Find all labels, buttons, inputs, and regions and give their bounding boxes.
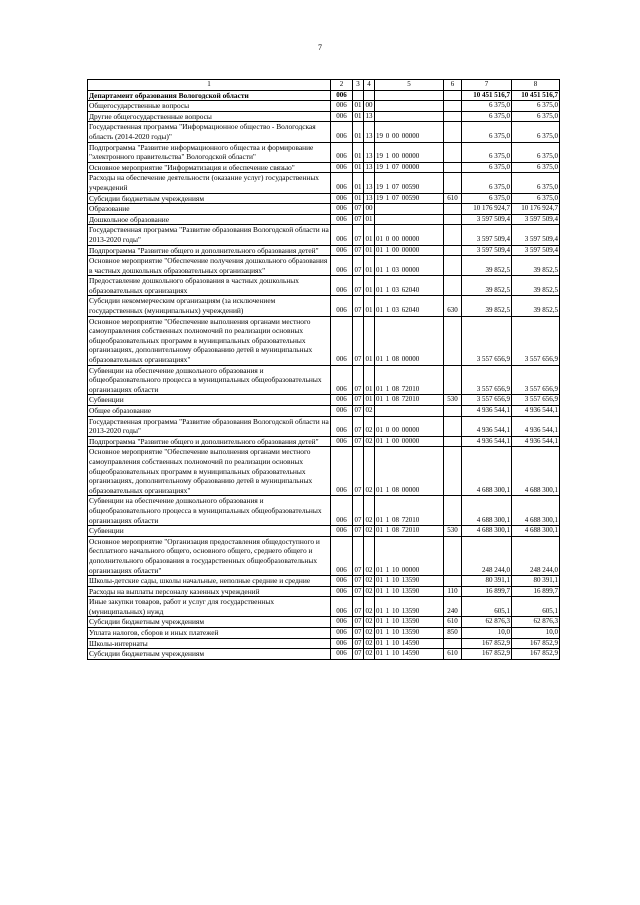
row-sum-1: 10,0 (462, 628, 512, 639)
row-ved-code: 006 (331, 193, 353, 204)
table-row (88, 416, 560, 436)
row-target-code: 19 1 07 00590 (375, 193, 444, 204)
row-name: Дошкольное образование (88, 214, 331, 225)
row-sum-1: 16 899,7 (462, 586, 512, 597)
table-row (88, 597, 560, 617)
row-name: Основное мероприятие "Организация предоставления общедоступного и бесплатного начального общего, основного общего, среднего общего и дополнительного образования в государственных общеобразовательных организациях области" (88, 536, 331, 575)
column-header-row (88, 80, 560, 91)
row-subsection-code: 02 (364, 649, 375, 660)
table-row (88, 173, 560, 193)
row-section-code: 07 (353, 365, 364, 395)
table-row (88, 576, 560, 587)
row-target-code: 19 0 00 00000 (375, 122, 444, 142)
row-expense-type (444, 173, 462, 193)
row-name: Общее образование (88, 406, 331, 417)
table-row (88, 101, 560, 112)
row-section-code: 01 (353, 111, 364, 122)
row-expense-type (444, 365, 462, 395)
row-sum-1: 10 176 924,7 (462, 204, 512, 215)
row-expense-type (444, 142, 462, 162)
row-ved-code: 006 (331, 90, 353, 101)
row-section-code (353, 90, 364, 101)
row-target-code: 01 1 08 00000 (375, 447, 444, 496)
row-subsection-code (364, 90, 375, 101)
row-name: Субвенции (88, 395, 331, 406)
row-sum-1: 6 375,0 (462, 162, 512, 173)
row-subsection-code: 00 (364, 101, 375, 112)
row-sum-1: 3 597 509,4 (462, 245, 512, 256)
row-subsection-code: 02 (364, 447, 375, 496)
row-sum-2: 62 876,3 (512, 617, 560, 628)
row-subsection-code: 13 (364, 111, 375, 122)
row-section-code: 07 (353, 597, 364, 617)
row-sum-1: 3 597 509,4 (462, 214, 512, 225)
column-header-csr: 5 (375, 80, 444, 91)
column-header-sum-2: 8 (512, 80, 560, 91)
row-name: Подпрограмма "Развитие информационного общества и формирование "электронного правительства" Вологодской области" (88, 142, 331, 162)
row-section-code: 01 (353, 101, 364, 112)
row-name: Государственная программа "Развитие образования Вологодской области на 2013-2020 годы" (89, 416, 329, 436)
row-ved-code: 006 (331, 296, 353, 316)
row-name: Общегосударственные вопросы (88, 101, 331, 112)
row-section-code: 07 (353, 296, 364, 316)
column-header-vr: 6 (444, 80, 462, 91)
row-sum-1: 4 688 300,1 (462, 496, 512, 526)
row-ved-code: 006 (331, 536, 353, 575)
row-expense-type: 530 (444, 526, 462, 537)
row-section-code: 01 (353, 122, 364, 142)
row-ved-code: 006 (331, 214, 353, 225)
row-sum-2: 4 688 300,1 (512, 526, 560, 537)
row-name: Предоставление дошкольного образования в частных дошкольных образовательных организациях (88, 276, 331, 296)
row-section-code: 07 (353, 406, 364, 417)
row-name: Субсидии некоммерческим организациям (за исключением государственных (муниципальных) учреждений) (88, 296, 331, 316)
row-sum-1: 6 375,0 (462, 122, 512, 142)
row-name: Основное мероприятие "Информатизация и обеспечение связью" (88, 162, 331, 173)
row-expense-type (444, 101, 462, 112)
row-ved-code: 006 (331, 628, 353, 639)
row-target-code: 19 1 07 00590 (375, 173, 444, 193)
row-sum-1: 39 852,5 (462, 296, 512, 316)
row-sum-2: 10 176 924,7 (512, 204, 560, 215)
row-sum-1: 80 391,1 (462, 576, 512, 587)
row-sum-1: 62 876,3 (462, 617, 512, 628)
row-section-code: 07 (353, 214, 364, 225)
row-name: Образование (88, 204, 331, 215)
row-ved-code: 006 (331, 162, 353, 173)
row-sum-1: 6 375,0 (462, 101, 512, 112)
row-subsection-code: 02 (364, 406, 375, 417)
row-sum-2: 167 852,9 (512, 649, 560, 660)
row-sum-1: 248 244,0 (462, 536, 512, 575)
table-row (88, 296, 560, 316)
row-name: Субвенции на обеспечение дошкольного образования и общеобразовательного процесса в муниципальных общеобразовательных организациях области (88, 365, 331, 395)
row-name: Уплата налогов, сборов и иных платежей (88, 628, 331, 639)
row-expense-type (444, 256, 462, 276)
row-section-code: 01 (353, 162, 364, 173)
row-expense-type (444, 214, 462, 225)
row-expense-type: 110 (444, 586, 462, 597)
row-sum-2: 3 557 656,9 (512, 395, 560, 406)
row-subsection-code: 02 (364, 576, 375, 587)
row-section-code: 07 (353, 204, 364, 215)
row-ved-code: 006 (331, 225, 353, 245)
row-sum-1: 4 688 300,1 (462, 526, 512, 537)
row-ved-code: 006 (331, 576, 353, 587)
row-ved-code: 006 (331, 526, 353, 537)
row-expense-type: 610 (444, 617, 462, 628)
row-target-code: 01 1 03 62040 (375, 276, 444, 296)
row-target-code (375, 214, 444, 225)
row-ved-code: 006 (331, 142, 353, 162)
row-target-code (375, 204, 444, 215)
row-expense-type (444, 90, 462, 101)
row-sum-1: 10 451 516,7 (462, 90, 512, 101)
row-name: Субвенции на обеспечение дошкольного образования и общеобразовательного процесса в муниципальных общеобразовательных организациях области (88, 496, 331, 526)
row-expense-type (444, 436, 462, 447)
row-subsection-code: 02 (364, 536, 375, 575)
row-sum-2: 4 688 300,1 (512, 496, 560, 526)
row-expense-type: 610 (444, 649, 462, 660)
row-subsection-code: 13 (364, 173, 375, 193)
row-sum-1: 3 557 656,9 (462, 395, 512, 406)
row-subsection-code: 13 (364, 162, 375, 173)
row-expense-type: 530 (444, 395, 462, 406)
row-target-code: 01 1 00 00000 (375, 245, 444, 256)
row-sum-2: 248 244,0 (512, 536, 560, 575)
row-sum-2: 167 852,9 (512, 638, 560, 649)
row-ved-code: 006 (331, 316, 353, 365)
row-subsection-code: 01 (364, 214, 375, 225)
table-row (88, 395, 560, 406)
column-header-rz: 3 (353, 80, 364, 91)
table-row (88, 447, 560, 496)
row-expense-type: 630 (444, 296, 462, 316)
row-section-code: 07 (353, 225, 364, 245)
row-subsection-code: 13 (364, 142, 375, 162)
row-section-code: 07 (353, 586, 364, 597)
table-row (88, 638, 560, 649)
row-subsection-code: 13 (364, 193, 375, 204)
row-subsection-code: 02 (364, 617, 375, 628)
row-name: Департамент образования Вологодской области (88, 90, 331, 101)
table-row (88, 256, 560, 276)
row-section-code: 07 (353, 638, 364, 649)
row-subsection-code: 02 (364, 597, 375, 617)
row-target-code: 01 1 00 00000 (375, 436, 444, 447)
row-section-code: 07 (353, 526, 364, 537)
row-name: Подпрограмма "Развитие общего и дополнительного образования детей" (88, 245, 331, 256)
row-expense-type: 850 (444, 628, 462, 639)
row-expense-type (444, 111, 462, 122)
row-subsection-code: 01 (364, 256, 375, 276)
row-expense-type (444, 447, 462, 496)
row-sum-2: 80 391,1 (512, 576, 560, 587)
row-expense-type (444, 122, 462, 142)
row-name: Субсидии бюджетным учреждениям (88, 617, 331, 628)
row-ved-code: 006 (331, 406, 353, 417)
row-subsection-code: 01 (364, 245, 375, 256)
row-section-code: 07 (353, 256, 364, 276)
column-header-pr: 4 (364, 80, 375, 91)
row-target-code: 01 1 10 13590 (375, 628, 444, 639)
row-sum-1: 4 936 544,1 (462, 436, 512, 447)
table-row (88, 225, 560, 245)
row-name: Основное мероприятие "Обеспечение получения дошкольного образования в частных дошкольных образовательных организациях" (88, 256, 331, 276)
row-section-code: 07 (353, 576, 364, 587)
row-ved-code: 006 (331, 122, 353, 142)
row-section-code: 07 (353, 416, 364, 436)
row-sum-2: 6 375,0 (512, 101, 560, 112)
row-target-code: 01 1 10 13590 (375, 586, 444, 597)
row-ved-code: 006 (331, 245, 353, 256)
row-sum-2: 3 557 656,9 (512, 316, 560, 365)
table-row (88, 193, 560, 204)
row-sum-2: 3 597 509,4 (512, 214, 560, 225)
row-target-code: 01 1 08 72010 (375, 365, 444, 395)
row-sum-1: 605,1 (462, 597, 512, 617)
row-target-code: 01 1 10 13590 (375, 576, 444, 587)
row-target-code: 01 0 00 00000 (375, 416, 444, 436)
row-section-code: 07 (353, 316, 364, 365)
table-row (88, 142, 560, 162)
row-section-code: 07 (353, 496, 364, 526)
table-row (88, 436, 560, 447)
table-row (88, 111, 560, 122)
row-target-code: 01 1 10 14590 (375, 649, 444, 660)
column-header-sum-1: 7 (462, 80, 512, 91)
row-section-code: 07 (353, 617, 364, 628)
row-sum-1: 6 375,0 (462, 142, 512, 162)
row-sum-1: 39 852,5 (462, 256, 512, 276)
row-sum-2: 10,0 (512, 628, 560, 639)
page-number: 7 (318, 43, 322, 52)
row-sum-2: 4 936 544,1 (512, 436, 560, 447)
row-expense-type (444, 536, 462, 575)
row-sum-2: 3 597 509,4 (512, 245, 560, 256)
row-target-code: 01 1 08 00000 (375, 316, 444, 365)
row-name: Субсидии бюджетным учреждениям (88, 193, 331, 204)
row-sum-1: 6 375,0 (462, 173, 512, 193)
budget-table (87, 79, 560, 660)
row-target-code: 01 1 10 00000 (375, 536, 444, 575)
table-row (88, 406, 560, 417)
row-subsection-code: 02 (364, 628, 375, 639)
row-sum-1: 6 375,0 (462, 111, 512, 122)
row-name: Иные закупки товаров, работ и услуг для государственных (муниципальных) нужд (88, 597, 331, 617)
row-sum-2: 6 375,0 (512, 111, 560, 122)
row-sum-1: 3 557 656,9 (462, 365, 512, 395)
row-ved-code: 006 (331, 416, 353, 436)
table-row (88, 526, 560, 537)
row-expense-type (444, 638, 462, 649)
row-subsection-code: 01 (364, 316, 375, 365)
row-expense-type (444, 204, 462, 215)
row-subsection-code: 01 (364, 395, 375, 406)
row-expense-type (444, 576, 462, 587)
row-expense-type (444, 496, 462, 526)
table-row (88, 617, 560, 628)
row-target-code: 01 0 00 00000 (375, 225, 444, 245)
row-subsection-code: 02 (364, 436, 375, 447)
row-sum-2: 6 375,0 (512, 142, 560, 162)
row-name: Школы-детские сады, школы начальные, неполные средние и средние (88, 576, 331, 587)
row-subsection-code: 00 (364, 204, 375, 215)
row-ved-code: 006 (331, 597, 353, 617)
row-target-code: 01 1 08 72010 (375, 526, 444, 537)
row-sum-1: 4 936 544,1 (462, 406, 512, 417)
row-sum-1: 167 852,9 (462, 649, 512, 660)
row-section-code: 07 (353, 245, 364, 256)
row-target-code: 01 1 10 13590 (375, 617, 444, 628)
row-target-code: 01 1 08 72010 (375, 496, 444, 526)
row-sum-1: 3 557 656,9 (462, 316, 512, 365)
row-target-code: 01 1 03 00000 (375, 256, 444, 276)
row-subsection-code: 01 (364, 296, 375, 316)
table-row (88, 536, 560, 575)
table-row (88, 649, 560, 660)
table-row (88, 365, 560, 395)
row-ved-code: 006 (331, 111, 353, 122)
column-header-ved: 2 (331, 80, 353, 91)
row-target-code (375, 111, 444, 122)
row-sum-2: 39 852,5 (512, 296, 560, 316)
row-subsection-code: 02 (364, 416, 375, 436)
row-target-code (375, 101, 444, 112)
row-target-code: 19 1 07 00000 (375, 162, 444, 173)
row-expense-type (444, 245, 462, 256)
row-sum-2: 6 375,0 (512, 193, 560, 204)
row-section-code: 07 (353, 536, 364, 575)
row-sum-2: 4 936 544,1 (512, 406, 560, 417)
row-name: Основное мероприятие "Обеспечение выполнения органами местного самоуправления собственных полномочий по реализации основных общеобразовательных программ в муниципальных образовательных организациях, дополнительному образованию детей в муниципальных образовательных организациях" (88, 447, 331, 496)
row-ved-code: 006 (331, 173, 353, 193)
row-sum-2: 39 852,5 (512, 256, 560, 276)
table-row (88, 122, 560, 142)
row-section-code: 07 (353, 395, 364, 406)
row-sum-1: 3 597 509,4 (462, 225, 512, 245)
row-target-code: 01 1 10 13590 (375, 597, 444, 617)
row-sum-2: 39 852,5 (512, 276, 560, 296)
row-expense-type (444, 316, 462, 365)
table-row (88, 245, 560, 256)
row-ved-code: 006 (331, 586, 353, 597)
table-row (88, 162, 560, 173)
column-header-name: 1 (88, 80, 331, 91)
table-row (88, 214, 560, 225)
row-ved-code: 006 (331, 638, 353, 649)
row-subsection-code: 02 (364, 496, 375, 526)
table-row (88, 90, 560, 101)
row-expense-type: 240 (444, 597, 462, 617)
row-section-code: 07 (353, 628, 364, 639)
row-sum-2: 4 936 544,1 (512, 416, 560, 436)
row-ved-code: 006 (331, 276, 353, 296)
row-sum-2: 6 375,0 (512, 173, 560, 193)
row-section-code: 07 (353, 447, 364, 496)
row-name: Государственная программа "Развитие образования Вологодской области на 2013-2020 годы" (89, 225, 329, 244)
row-ved-code: 006 (331, 617, 353, 628)
row-target-code (375, 406, 444, 417)
row-name: Другие общегосударственные вопросы (88, 111, 331, 122)
row-name: Субвенции (88, 526, 331, 537)
row-ved-code: 006 (331, 496, 353, 526)
row-ved-code: 006 (331, 101, 353, 112)
row-subsection-code: 13 (364, 122, 375, 142)
row-section-code: 01 (353, 193, 364, 204)
row-subsection-code: 01 (364, 365, 375, 395)
row-ved-code: 006 (331, 436, 353, 447)
row-subsection-code: 01 (364, 225, 375, 245)
row-sum-2: 6 375,0 (512, 162, 560, 173)
row-expense-type (444, 225, 462, 245)
row-target-code: 01 1 03 62040 (375, 296, 444, 316)
row-sum-1: 39 852,5 (462, 276, 512, 296)
row-name: Подпрограмма "Развитие общего и дополнительного образования детей" (88, 436, 331, 447)
row-name: Школы-интернаты (88, 638, 331, 649)
row-sum-2: 3 557 656,9 (512, 365, 560, 395)
row-ved-code: 006 (331, 649, 353, 660)
row-name: Основное мероприятие "Обеспечение выполнения органами местного самоуправления собственных полномочий по реализации основных общеобразовательных программ в муниципальных образовательных организациях, дополнительному образованию детей в муниципальных образовательных организациях" (88, 316, 331, 365)
table-row (88, 496, 560, 526)
row-sum-2: 605,1 (512, 597, 560, 617)
row-sum-2: 16 899,7 (512, 586, 560, 597)
row-sum-2: 4 688 300,1 (512, 447, 560, 496)
row-name: Государственная программа "Информационное общество - Вологодская область (2014-2020 годы)" (88, 122, 331, 142)
row-section-code: 07 (353, 649, 364, 660)
row-name: Субсидии бюджетным учреждениям (88, 649, 331, 660)
row-sum-2: 6 375,0 (512, 122, 560, 142)
row-sum-2: 10 451 516,7 (512, 90, 560, 101)
row-subsection-code: 02 (364, 586, 375, 597)
row-expense-type (444, 276, 462, 296)
row-sum-2: 3 597 509,4 (512, 225, 560, 245)
row-section-code: 01 (353, 173, 364, 193)
row-section-code: 07 (353, 436, 364, 447)
table-row (88, 628, 560, 639)
row-ved-code: 006 (331, 365, 353, 395)
row-ved-code: 006 (331, 204, 353, 215)
table-row (88, 276, 560, 296)
row-subsection-code: 02 (364, 526, 375, 537)
row-section-code: 07 (353, 276, 364, 296)
row-sum-1: 4 936 544,1 (462, 416, 512, 436)
row-section-code: 01 (353, 142, 364, 162)
row-sum-1: 167 852,9 (462, 638, 512, 649)
row-ved-code: 006 (331, 447, 353, 496)
row-sum-1: 4 688 300,1 (462, 447, 512, 496)
row-target-code: 01 1 08 72010 (375, 395, 444, 406)
table-row (88, 586, 560, 597)
row-expense-type: 610 (444, 193, 462, 204)
row-ved-code: 006 (331, 395, 353, 406)
row-subsection-code: 01 (364, 276, 375, 296)
row-expense-type (444, 416, 462, 436)
table-row (88, 204, 560, 215)
row-name: Расходы на обеспечение деятельности (оказание услуг) государственных учреждений (88, 173, 331, 193)
row-target-code: 19 1 00 00000 (375, 142, 444, 162)
row-name: Расходы на выплаты персоналу казенных учреждений (88, 586, 331, 597)
row-target-code (375, 90, 444, 101)
row-expense-type (444, 162, 462, 173)
table-row (88, 316, 560, 365)
row-target-code: 01 1 10 14590 (375, 638, 444, 649)
row-ved-code: 006 (331, 256, 353, 276)
row-expense-type (444, 406, 462, 417)
row-sum-1: 6 375,0 (462, 193, 512, 204)
row-subsection-code: 02 (364, 638, 375, 649)
